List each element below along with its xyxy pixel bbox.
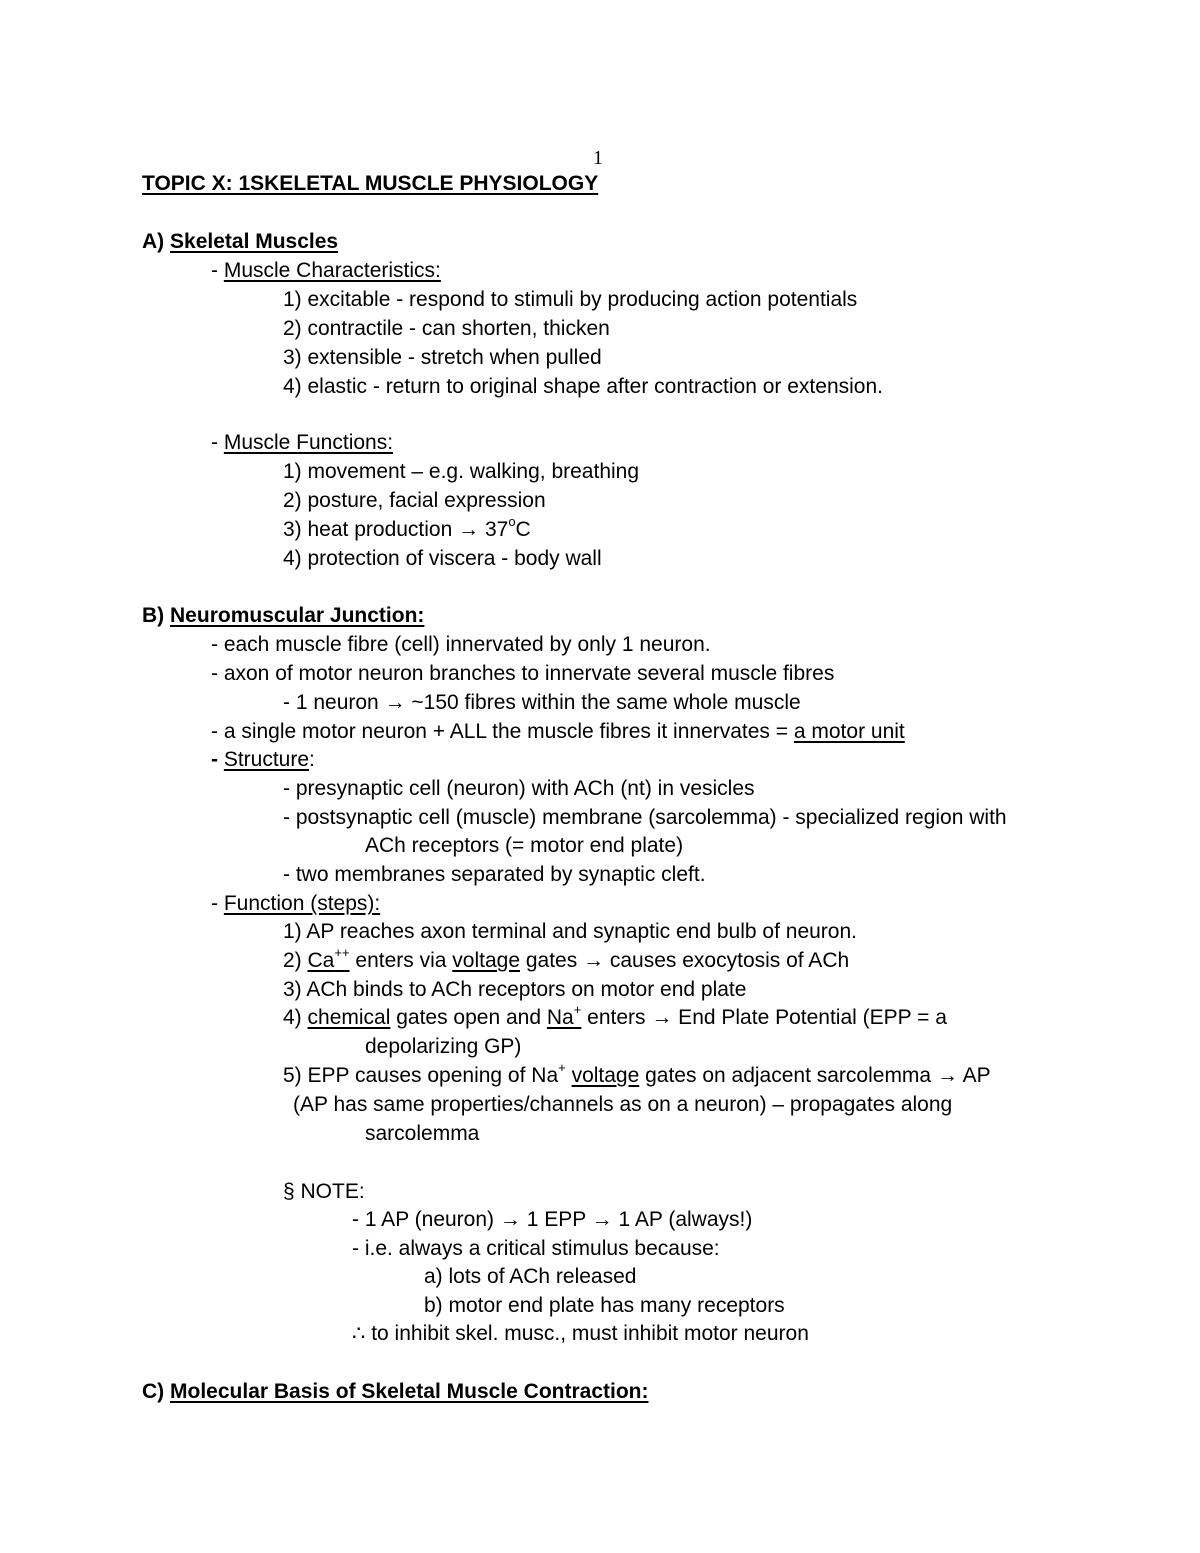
structure-item: ACh receptors (= motor end plate) (365, 834, 684, 857)
voltage-term: voltage (452, 949, 520, 972)
function-item (283, 516, 531, 544)
section-b-label: B) (142, 604, 165, 627)
step-3: 3) ACh binds to ACh receptors on motor end plate (283, 978, 747, 1001)
characteristics-title: Muscle Characteristics: (223, 259, 441, 282)
note-item: - i.e. always a critical stimulus because: (352, 1237, 720, 1260)
functions-title: Muscle Functions: (223, 431, 394, 454)
motor-unit-text: - a single motor neuron + ALL the muscle fibres it innervates = (211, 720, 794, 743)
section-c-title: Molecular Basis of Skeletal Muscle Contraction (170, 1380, 642, 1403)
step-text: 5) EPP causes opening of Na (283, 1064, 559, 1087)
structure-title: Structure (223, 748, 310, 771)
characteristic-item: 1) excitable - respond to stimuli by producing action potentials (283, 288, 858, 311)
function-item: 1) movement – e.g. walking, breathing (283, 460, 640, 483)
note-item: - 1 AP (neuron) → 1 EPP → 1 AP (always!) (352, 1208, 753, 1231)
note-item: b) motor end plate has many receptors (424, 1294, 785, 1317)
characteristic-item: 2) contractile - can shorten, thicken (283, 317, 610, 340)
section-b-title: Neuromuscular Junction: (170, 604, 425, 627)
dash: - (211, 748, 224, 771)
nmj-item: - each muscle fibre (cell) innervated by only 1 neuron. (211, 633, 711, 656)
document-title: TOPIC X: 1SKELETAL MUSCLE PHYSIOLOGY (142, 172, 599, 195)
section-a-title: Skeletal Muscles (170, 230, 339, 253)
sodium-charge: + (558, 1060, 566, 1075)
structure-item: - presynaptic cell (neuron) with ACh (nt) in vesicles (283, 777, 755, 800)
function-steps-heading (211, 890, 380, 918)
dash: - (211, 259, 224, 282)
step-text: 2) (283, 949, 308, 972)
chemical-term: chemical (307, 1006, 391, 1029)
section-c-label: C) (142, 1380, 165, 1403)
degree-unit: C (515, 518, 531, 541)
function-steps-title: Function (steps): (223, 892, 381, 915)
step-5-continued: (AP has same properties/channels as on a neuron) – propagates along (293, 1093, 953, 1116)
step-4-continued: depolarizing GP) (365, 1035, 522, 1058)
page-number: 1 (593, 147, 603, 169)
step-1: 1) AP reaches axon terminal and synaptic end bulb of neuron. (283, 920, 857, 943)
characteristic-item: 3) extensible - stretch when pulled (283, 346, 602, 369)
step-text: 4) (283, 1006, 308, 1029)
voltage-term: voltage (571, 1064, 640, 1087)
structure-heading (211, 746, 315, 774)
step-text: enters → End Plate Potential (EPP = a (581, 1006, 947, 1029)
function-item: 2) posture, facial expression (283, 489, 546, 512)
step-text: gates on adjacent sarcolemma → AP (639, 1064, 991, 1087)
structure-item: - two membranes separated by synaptic cleft. (283, 863, 706, 886)
nmj-item: - 1 neuron → ~150 fibres within the same whole muscle (283, 691, 801, 714)
section-c-heading (142, 1378, 648, 1406)
note-item: ∴ to inhibit skel. musc., must inhibit motor neuron (352, 1322, 809, 1345)
step-4 (283, 1004, 947, 1032)
characteristics-heading (211, 257, 441, 285)
colon: : (309, 748, 315, 771)
dash: - (211, 892, 224, 915)
section-a-heading (142, 228, 338, 256)
function-item-text: 3) heat production → 37 (283, 518, 509, 541)
step-text: gates → causes exocytosis of ACh (520, 949, 850, 972)
note-heading: § NOTE: (283, 1180, 365, 1203)
step-5-continued: sarcolemma (365, 1122, 480, 1145)
structure-item: - postsynaptic cell (muscle) membrane (sarcolemma) - specialized region with (283, 806, 1007, 829)
functions-heading (211, 429, 393, 457)
colon: : (641, 1380, 649, 1403)
calcium-term (307, 945, 350, 972)
section-b-heading (142, 602, 424, 630)
step-2 (283, 947, 849, 975)
calcium-charge: ++ (334, 945, 350, 960)
step-5 (283, 1062, 991, 1090)
motor-unit-line (211, 718, 905, 746)
calcium-symbol: Ca (307, 949, 335, 972)
degree-symbol: o (508, 514, 516, 529)
step-text: gates open and (390, 1006, 547, 1029)
sodium-symbol: Na (546, 1006, 574, 1029)
note-item: a) lots of ACh released (424, 1265, 637, 1288)
function-item: 4) protection of viscera - body wall (283, 547, 602, 570)
step-text: enters via (349, 949, 453, 972)
sodium-term (546, 1002, 582, 1029)
nmj-item: - axon of motor neuron branches to innervate several muscle fibres (211, 662, 835, 685)
sodium-charge: + (573, 1002, 582, 1017)
characteristic-item: 4) elastic - return to original shape after contraction or extension. (283, 375, 883, 398)
section-a-label: A) (142, 230, 165, 253)
motor-unit-term: a motor unit (793, 720, 905, 743)
dash: - (211, 431, 224, 454)
